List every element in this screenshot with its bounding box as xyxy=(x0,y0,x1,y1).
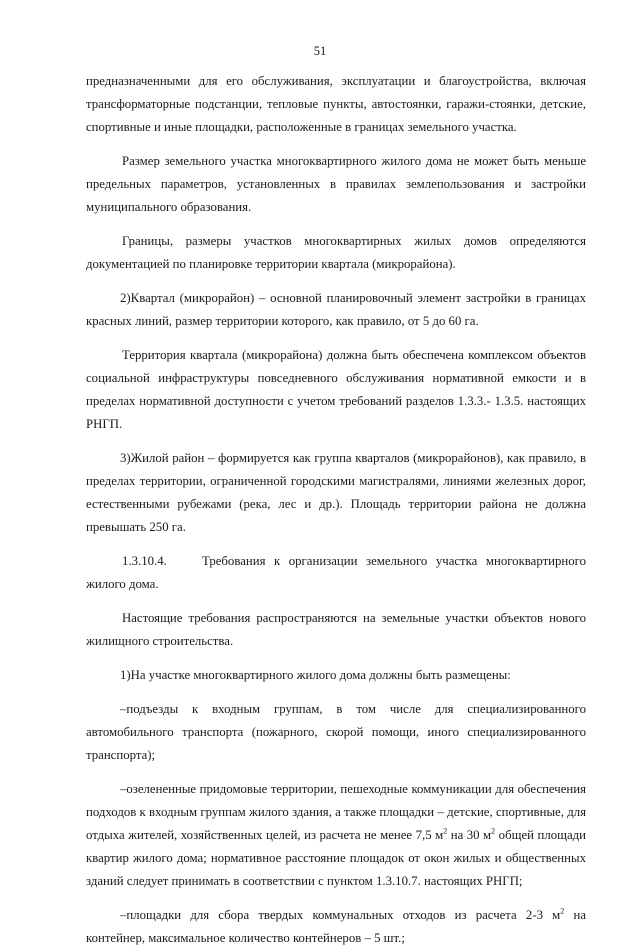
section-heading-1-3-10-4 xyxy=(86,550,586,596)
paragraph-5: Территория квартала (микрорайона) должна быть обеспечена комплексом объектов социальной инфраструктуры повседневного обслуживания нормативной емкости и в пределах нормативной доступности с учетом требований разделов 1.3.3.- 1.3.5. настоящих РНГП. xyxy=(86,348,586,431)
item-number-1: 1) xyxy=(120,668,131,682)
paragraph-9 xyxy=(86,664,586,687)
dash-marker: – xyxy=(120,908,127,922)
page-number: 51 xyxy=(313,44,327,58)
paragraph-9-text: На участке многоквартирного жилого дома должны быть размещены: xyxy=(130,668,511,682)
paragraph-6 xyxy=(86,447,586,539)
dash-marker: – xyxy=(120,782,127,796)
paragraph-6-text: Жилой район – формируется как группа кварталов (микрорайонов), как правило, в пределах территории, ограниченной городскими магистралями, линиями железных дорог, естественными рубежами (река, лес и др.). Площадь территории района не должна превышать 250 га. xyxy=(86,451,586,534)
list-item-waste-sites-text-a: площадки для сбора твердых коммунальных отходов из расчета 2-3 м xyxy=(126,908,561,922)
dash-marker: – xyxy=(120,702,127,716)
superscript-2: 2 xyxy=(443,826,448,836)
paragraph-3: Границы, размеры участков многоквартирных жилых домов определяются документацией по планировке территории квартала (микрорайона). xyxy=(86,234,586,271)
superscript-2: 2 xyxy=(491,826,496,836)
paragraph-4 xyxy=(86,287,586,333)
list-item-entrances xyxy=(86,698,586,767)
list-item-entrances-text: подъезды к входным группам, в том числе для специализированного автомобильного транспорта (пожарного, скорой помощи, иного специализированного транспорта); xyxy=(86,702,586,762)
paragraph-1: предназначенными для его обслуживания, эксплуатации и благоустройства, включая трансформаторные подстанции, тепловые пункты, автостоянки, гаражи-стоянки, детские, спортивные и иные площадки, расположенные в границах земельного участка. xyxy=(86,74,586,134)
item-number-3: 3) xyxy=(120,451,131,465)
list-item-green-areas-text-b: на 30 м xyxy=(447,828,492,842)
list-item-waste-sites-text-b: на контейнер, максимальное количество контейнеров – 5 шт.; xyxy=(86,908,586,945)
item-number-2: 2) xyxy=(120,291,131,305)
section-title: Требования к организации земельного участка многоквартирного жилого дома. xyxy=(86,554,586,591)
paragraph-4-text: Квартал (микрорайон) – основной планировочный элемент застройки в границах красных линий, размер территории которого, как правило, от 5 до 60 га. xyxy=(86,291,586,328)
document-body xyxy=(86,70,586,950)
superscript-2: 2 xyxy=(560,906,565,916)
list-item-green-areas-text-a: озелененные придомовые территории, пешеходные коммуникации для обеспечения подходов к входным группам жилого здания, а также площадки – детские, спортивные, для отдыха жителей, хозяйственных целей, из расчета не менее 7,5 м xyxy=(86,782,586,842)
section-number: 1.3.10.4. xyxy=(122,554,167,568)
list-item-green-areas-text-c: общей площади квартир жилого дома; нормативное расстояние площадок от окон жилых и общественных зданий следует принимать в соответствии с пунктом 1.3.10.7. настоящих РНГП; xyxy=(86,828,587,888)
paragraph-8: Настоящие требования распространяются на земельные участки объектов нового жилищного строительства. xyxy=(86,611,586,648)
paragraph-2: Размер земельного участка многоквартирного жилого дома не может быть меньше предельных параметров, установленных в правилах землепользования и застройки муниципального образования. xyxy=(86,154,586,214)
list-item-waste-sites xyxy=(86,904,586,950)
list-item-green-areas xyxy=(86,778,586,893)
